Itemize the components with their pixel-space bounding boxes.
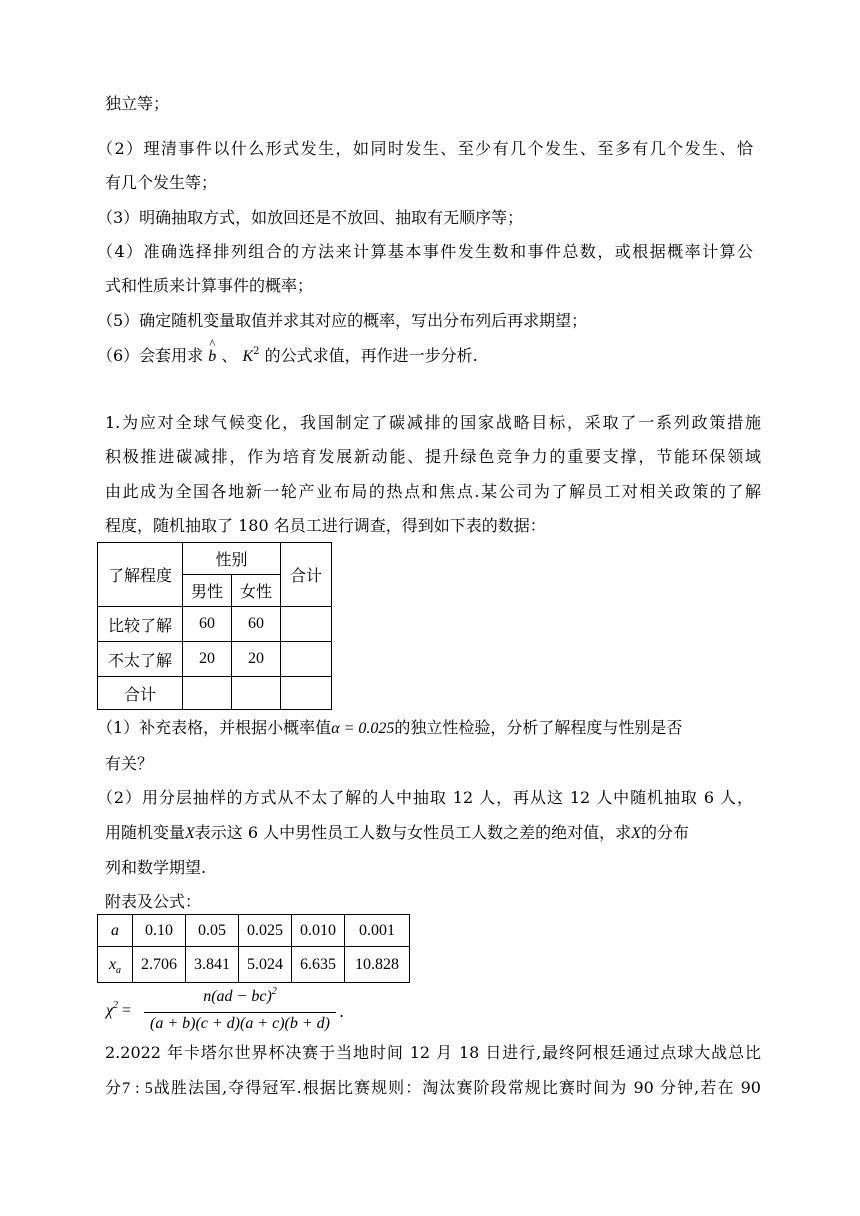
critical-value: 2.706 xyxy=(133,947,186,983)
question2-line: （2）用分层抽样的方式从不太了解的人中抽取 12 人，再从这 12 人中随机抽取 6 人， xyxy=(97,788,753,807)
alpha-value: α = 0.025 xyxy=(331,720,395,737)
intro-line: 式和性质来计算事件的概率； xyxy=(105,276,314,295)
table-row xyxy=(98,915,410,947)
alpha-value: 0.025 xyxy=(239,915,292,947)
critical-value: 10.828 xyxy=(345,947,410,983)
formula-end: . xyxy=(339,1002,345,1021)
gender-header: 性别 xyxy=(183,543,281,575)
problem1-line: 程度，随机抽取了 180 名员工进行调查，得到如下表的数据： xyxy=(105,516,546,535)
survey-table xyxy=(97,542,332,710)
male-count: 60 xyxy=(183,607,232,642)
table-row xyxy=(98,947,410,983)
alpha-symbol: a xyxy=(98,915,133,947)
row-total xyxy=(281,642,332,677)
item6-prefix: （6）会套用求 xyxy=(97,346,204,365)
intro-line-6 xyxy=(97,336,478,369)
table-row xyxy=(98,677,332,710)
question2-line2: 用随机变量X表示这 6 人中男性员工人数与女性员工人数之差的绝对值，求X的分布 xyxy=(105,823,689,842)
problem2-line2: 分7 : 5战胜法国,夺得冠军.根据比赛规则：淘汰赛阶段常规比赛时间为 90 分钟,若在 90 xyxy=(105,1078,761,1097)
alpha-value: 0.05 xyxy=(186,915,239,947)
row-total xyxy=(281,607,332,642)
female-header: 女性 xyxy=(232,575,281,607)
formula-numerator: n(ad − bc)$^2$ xyxy=(203,986,277,1005)
item6-suffix: 的公式求值，再作进一步分析. xyxy=(264,346,478,365)
b-hat-symbol: ^ b xyxy=(208,336,217,365)
critical-value: 6.635 xyxy=(292,947,345,983)
question1-line: （1）补充表格，并根据小概率值α = 0.025的独立性检验，分析了解程度与性别是否 xyxy=(97,718,683,737)
intro-line: （2）理清事件以什么形式发生，如同时发生、至少有几个发生、至多有几个发生、恰 xyxy=(97,139,753,158)
problem1-line: 由此成为全国各地新一轮产业布局的热点和焦点.某公司为了解员工对相关政策的了解 xyxy=(105,482,761,501)
question1-line2: 有关？ xyxy=(105,754,154,773)
female-count: 20 xyxy=(232,642,281,677)
intro-line: （3）明确抽取方式，如放回还是不放回、抽取有无顺序等； xyxy=(97,208,524,227)
female-count: 60 xyxy=(232,607,281,642)
question2-line3: 列和数学期望. xyxy=(105,858,207,877)
k-symbol: K xyxy=(242,348,254,365)
problem1-line: 积极推进碳减排，作为培育发展新动能、提升绿色竞争力的重要支撑，节能环保领域 xyxy=(105,447,761,466)
corner-header: 了解程度 xyxy=(98,543,183,607)
appendix-label: 附表及公式： xyxy=(105,892,202,911)
problem1-line: 1.为应对全球气候变化，我国制定了碳减排的国家战略目标，采取了一系列政策措施 xyxy=(105,413,761,432)
item6-sep: 、 xyxy=(221,346,238,365)
x-variable: X xyxy=(185,825,195,842)
male-count: 20 xyxy=(183,642,232,677)
problem2-line: 2.2022 年卡塔尔世界杯决赛于当地时间 12 月 18 日进行,最终阿根廷通过点球大战总比 xyxy=(105,1043,761,1062)
score: 7 : 5 xyxy=(122,1080,153,1097)
critical-value: 5.024 xyxy=(239,947,292,983)
total-all xyxy=(281,677,332,710)
critical-value: 3.841 xyxy=(186,947,239,983)
alpha-value: 0.001 xyxy=(345,915,410,947)
total-header: 合计 xyxy=(281,543,332,607)
row-label: 比较了解 xyxy=(98,607,183,642)
intro-line: （5）确定随机变量取值并求其对应的概率，写出分布列后再求期望； xyxy=(97,311,588,330)
table-row xyxy=(98,607,332,642)
formula-lhs: $\chi^2$ = xyxy=(106,1000,132,1019)
intro-line: （4）准确选择排列组合的方法来计算基本事件发生数和事件总数，或根据概率计算公 xyxy=(97,242,753,261)
intro-line: 有几个发生等； xyxy=(105,173,218,192)
row-label: 不太了解 xyxy=(98,642,183,677)
k-exponent: 2 xyxy=(253,346,260,357)
critical-value-table xyxy=(97,914,410,983)
x-variable: X xyxy=(631,825,641,842)
x-alpha-symbol: $x_a$ xyxy=(98,947,133,983)
alpha-value: 0.010 xyxy=(292,915,345,947)
chi-square-formula xyxy=(106,988,346,1040)
formula-denominator: (a + b)(c + d)(a + c)(b + d) xyxy=(149,1015,330,1032)
total-row-label: 合计 xyxy=(98,677,183,710)
total-female xyxy=(232,677,281,710)
intro-line: 独立等； xyxy=(105,94,170,113)
table-row xyxy=(98,642,332,677)
total-male xyxy=(183,677,232,710)
male-header: 男性 xyxy=(183,575,232,607)
fraction-bar xyxy=(144,1012,336,1013)
alpha-value: 0.10 xyxy=(133,915,186,947)
